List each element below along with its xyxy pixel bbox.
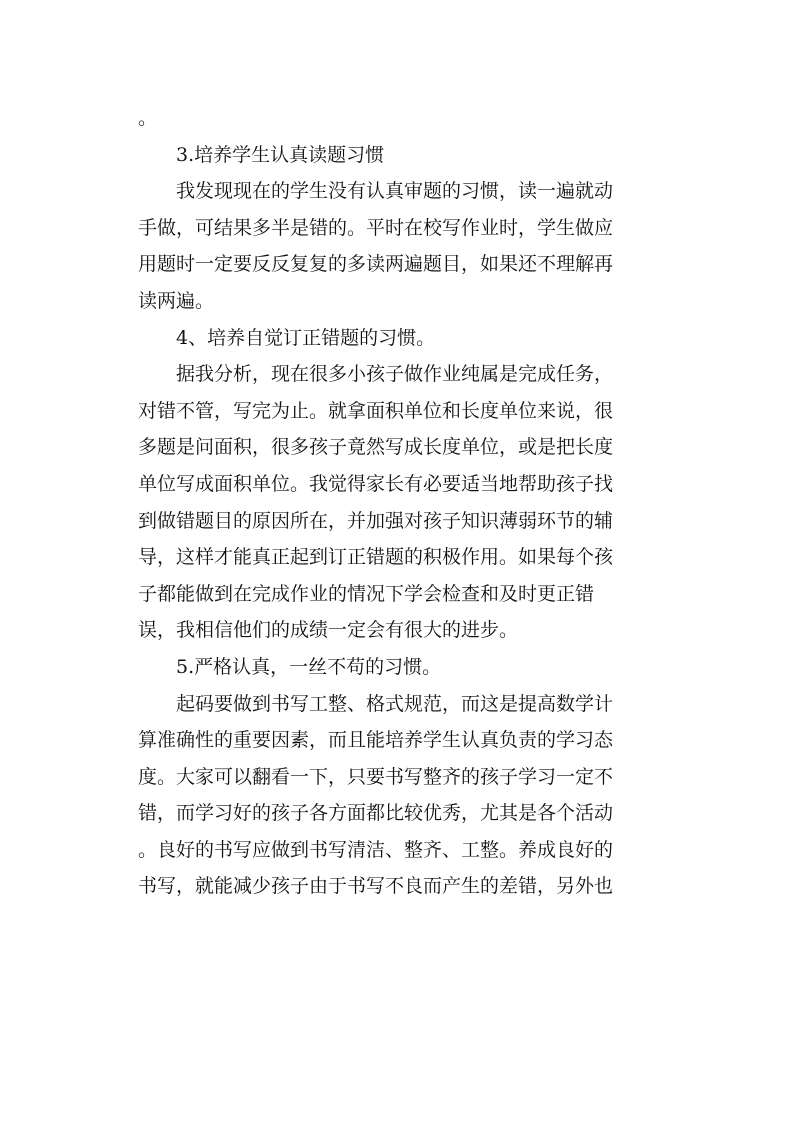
text-line: 读两遍。 — [138, 289, 215, 312]
section-5-heading: 5.严格认真，一丝不苟的习惯。 — [176, 655, 442, 678]
text-line: 我发现现在的学生没有认真审题的习惯，读一遍就动 — [176, 180, 614, 203]
text-line: 多题是问面积，很多孩子竟然写成长度单位，或是把长度 — [138, 436, 614, 459]
text-line: 书写，就能减少孩子由于书写不良而产生的差错，另外也 — [138, 875, 614, 898]
text-line: 。良好的书写应做到书写清洁、整齐、工整。养成良好的 — [138, 838, 614, 861]
text-line: 误，我相信他们的成绩一定会有很大的进步。 — [138, 619, 519, 642]
text-line: 度。大家可以翻看一下，只要书写整齐的孩子学习一定不 — [138, 765, 614, 788]
document-body — [138, 100, 658, 905]
text-line: 算准确性的重要因素，而且能培养学生认真负责的学习态 — [138, 729, 614, 752]
text-fragment-top — [138, 100, 658, 137]
text-line: 到做错题目的原因所在，并加强对孩子知识薄弱环节的辅 — [138, 509, 614, 532]
text-line: 对错不管，写完为止。就拿面积单位和长度单位来说，很 — [138, 399, 614, 422]
text-line: 手做，可结果多半是错的。平时在校写作业时，学生做应 — [138, 216, 614, 239]
text-line: 错，而学习好的孩子各方面都比较优秀，尤其是各个活动 — [138, 802, 614, 825]
section-3-heading: 3.培养学生认真读题习惯 — [176, 143, 385, 166]
text-line: 子都能做到在完成作业的情况下学会检查和及时更正错 — [138, 582, 595, 605]
text-line: 导，这样才能真正起到订正错题的积极作用。如果每个孩 — [138, 546, 614, 569]
section-4-paragraph — [138, 356, 658, 649]
text-line: 单位写成面积单位。我觉得家长有必要适当地帮助孩子找 — [138, 472, 614, 495]
section-5-paragraph — [138, 686, 658, 906]
section-3-paragraph — [138, 173, 658, 319]
text-line: 据我分析，现在很多小孩子做作业纯属是完成任务， — [176, 363, 614, 386]
text-line: 。 — [138, 107, 158, 129]
text-line: 起码要做到书写工整、格式规范，而这是提高数学计 — [176, 692, 614, 715]
text-line: 用题时一定要反反复复的多读两遍题目，如果还不理解再 — [138, 253, 614, 276]
section-4-heading: 4、培养自觉订正错题的习惯。 — [176, 326, 436, 349]
